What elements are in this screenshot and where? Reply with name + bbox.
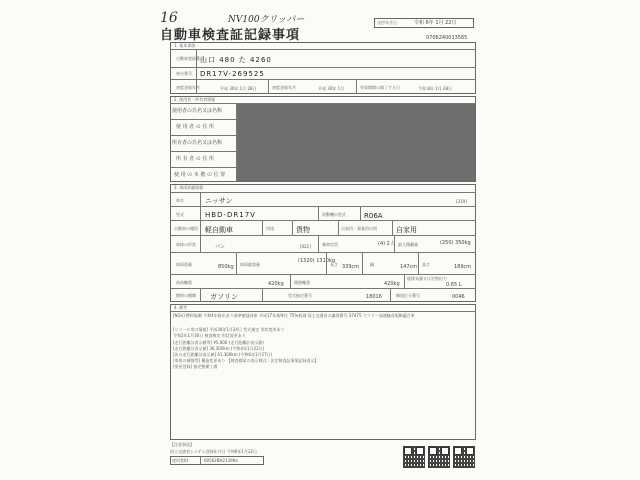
capacity-value: (4) 2人 <box>378 241 395 247</box>
section-basic-heading: 1. 基本事項 <box>174 43 196 48</box>
kind-value: 軽自動車 <box>205 226 233 234</box>
maker-value: ニッサン <box>205 197 233 205</box>
chassis-label: 車台番号 <box>176 71 192 76</box>
engine-value: R06A <box>364 212 383 220</box>
remarks-line-2: [リコール等の情報] 平成30年1月24日 型式指定 形状変更あり <box>173 327 285 332</box>
section-remarks-heading: 4. 備考 <box>174 305 188 310</box>
kind-label: 自動車の種別 <box>174 226 198 231</box>
length-label: 長さ <box>330 262 338 267</box>
handwritten-vehicle-name: NV100クリッパー <box>228 15 305 25</box>
section-user-owner-heading: 2. 使用者・所有者情報 <box>174 97 216 102</box>
qr-code-3 <box>453 446 475 468</box>
expiry-value: 令和 8年 1月 28日 <box>418 86 452 91</box>
remarks-line-1: [NOx] 燃料規制 令和4年排出ガス基準値達成車 平成17年基準比 75%低減 国土交通省の識別番号 37475 マフラー加速騒音規制適合車 <box>173 313 415 318</box>
handwritten-number: 16 <box>160 10 178 26</box>
document-number: 0706240013565 <box>426 35 468 41</box>
engine-label: 原動機の型式 <box>322 212 346 217</box>
capacity-label: 乗車定員 <box>322 242 338 247</box>
footer-note: 国土交通省システム登録年月日 令和6年1月22日 <box>170 449 258 454</box>
owner-name-label: 所有者の氏名又は名称 <box>172 140 223 146</box>
redacted-owner-info <box>237 104 475 181</box>
user-name-label: 使用者の氏名又は名称 <box>172 108 223 114</box>
user-address-label: 使 用 者 の 住 所 <box>176 124 214 130</box>
max-load-label: 最大積載量 <box>398 242 418 247</box>
base-location-label: 使 用 の 本 拠 の 位 置 <box>174 172 226 178</box>
shape-value: バン <box>215 244 226 250</box>
page-title: 自動車検査証記録事項 <box>160 28 301 43</box>
rear-axle-label: 後後軸重 <box>294 280 310 285</box>
height-label: 高さ <box>422 262 430 267</box>
section-remarks <box>170 304 476 440</box>
remarks-line-8: [変更登録] 指定整備工場 <box>173 364 218 369</box>
remarks-line-6: [次の走行距離計表示値] 41,300km (令和6年1月27日) <box>173 352 273 357</box>
first-reg-label: 初度登録年月 <box>176 85 200 90</box>
owner-address-label: 所 有 者 の 住 所 <box>176 156 214 162</box>
remarks-line-5: [走行距離計表示値] 36,300km (令和4年1月22日) <box>173 346 265 351</box>
first-reg-label-2: 初度登録年月 <box>272 85 296 90</box>
first-reg-value: 平成 30年 1月 28日 <box>220 86 257 91</box>
remarks-line-4: [走行距離計表示値等] ¥5,000 (走行距離計表示値) <box>173 340 264 345</box>
width-label: 幅 <box>370 262 374 267</box>
weight-value: 850kg <box>218 264 234 270</box>
section-vehicle-heading: 3. 車両詳細情報 <box>174 185 204 190</box>
expiry-label: 有効期間の満了する日 <box>360 85 400 90</box>
displacement-label: 総排気量又は定格出力 <box>407 276 447 281</box>
weight-label: 車両重量 <box>176 262 192 267</box>
model-value: HBD-DR17V <box>205 211 256 219</box>
length-value: 339cm <box>342 264 360 270</box>
gross-value: (1320) 1310kg <box>298 258 336 264</box>
use-label: 用途 <box>266 226 274 231</box>
purpose-label: 自家用・事業用の別 <box>341 226 377 231</box>
qr-code-1 <box>403 446 425 468</box>
remarks-line-3: 令和2年1月30日 検査検定 形状変更あり <box>173 333 246 338</box>
rear-axle-value: 420kg <box>384 281 400 287</box>
shape-code: [021] <box>300 244 311 249</box>
remarks-line-7: [車体の補強等] 構造変更あり 【検査標章の表示様式 : 法定検査証事項記録表示】 <box>173 358 319 363</box>
issue-date-value: 令和 6年 1月 22日 <box>414 20 457 26</box>
type-number-value: 18016 <box>366 294 382 300</box>
shape-label: 車体の形状 <box>176 242 196 247</box>
first-reg-value-2: 平成 30年 1月 <box>318 86 345 91</box>
plate-value: 山口 480 た 4260 <box>200 56 272 64</box>
issue-date-label: 交付年月日 <box>377 20 397 25</box>
fuel-label: 燃料の種類 <box>176 293 196 298</box>
plate-label: 自動車登録番号 <box>176 56 204 61</box>
purpose-value: 自家用 <box>396 226 417 234</box>
maker-label: 車名 <box>176 198 184 203</box>
qr-code-2 <box>428 446 450 468</box>
width-value: 147cm <box>400 264 418 270</box>
height-value: 189cm <box>454 264 472 270</box>
front-axle-label: 前前軸重 <box>176 280 192 285</box>
max-load-value: (250) 350kg <box>440 240 471 246</box>
chassis-value: DR17V-269525 <box>200 70 265 78</box>
use-value: 貨物 <box>296 226 310 234</box>
maker-code: [319] <box>456 199 467 204</box>
front-axle-value: 420kg <box>268 281 284 287</box>
footer-id-label: 使用者IO <box>172 458 189 463</box>
displacement-value: 0.65 L <box>446 282 462 288</box>
gross-label: 車両総重量 <box>240 262 260 267</box>
fuel-value: ガソリン <box>210 293 238 301</box>
footer-id-value: 69562BH21399a <box>204 458 238 463</box>
model-label: 型式 <box>176 212 184 217</box>
footer-heading: 【注意事項】 <box>170 442 194 447</box>
class-number-label: 類別区分番号 <box>396 293 420 298</box>
type-number-label: 型式指定番号 <box>288 293 312 298</box>
class-number-value: 0046 <box>452 294 465 300</box>
